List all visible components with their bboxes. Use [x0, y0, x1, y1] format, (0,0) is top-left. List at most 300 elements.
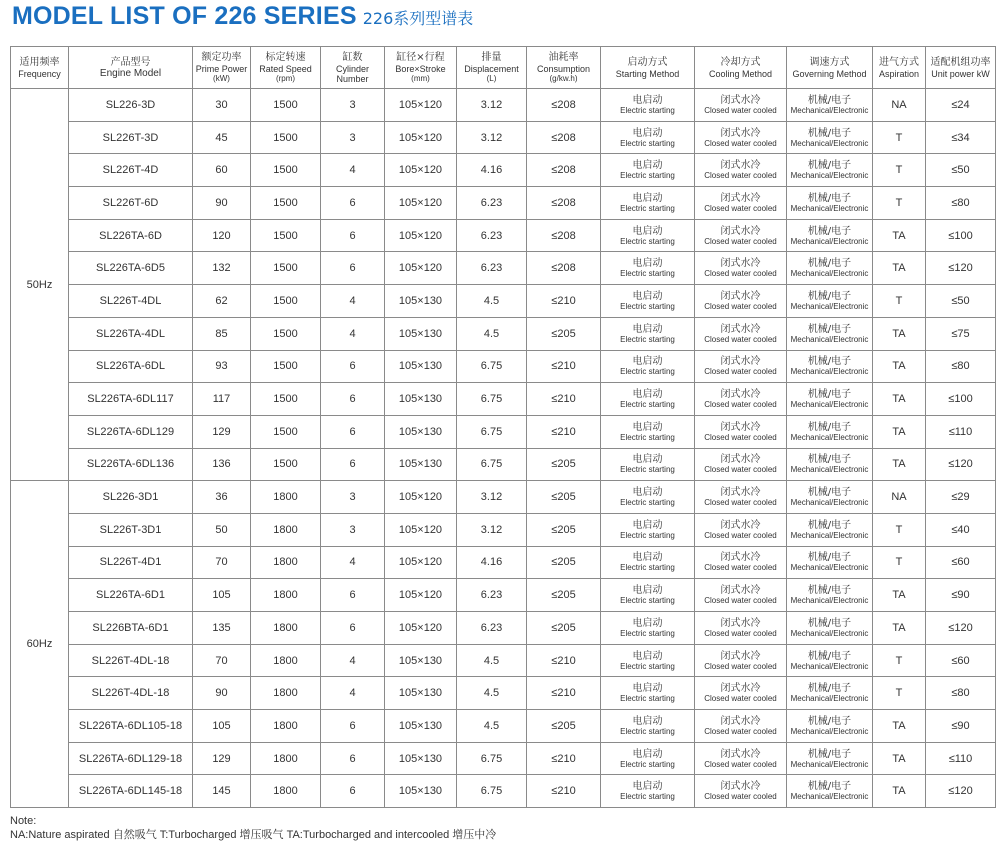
note-na-en: NA:Nature aspirated [10, 829, 110, 841]
model-cell: SL226T-4DL-18 [69, 677, 193, 710]
aspiration-cell: TA [873, 383, 926, 416]
model-cell: SL226TA-4DL [69, 317, 193, 350]
governing-method-en: Mechanical/Electronic [790, 596, 869, 606]
governing-method-cell [787, 350, 873, 383]
governing-method-cell [787, 285, 873, 318]
table-row [11, 644, 996, 677]
speed-cell: 1800 [251, 513, 321, 546]
power-cell: 105 [193, 710, 251, 743]
governing-method-cn: 机械/电子 [807, 192, 852, 204]
cylinders-cell: 6 [321, 252, 385, 285]
governing-method-cn: 机械/电子 [807, 617, 852, 629]
power-cell: 129 [193, 415, 251, 448]
governing-method-en: Mechanical/Electronic [790, 105, 869, 115]
bore-cell: 105×120 [385, 121, 457, 154]
consumption-cell: ≤208 [527, 219, 601, 252]
unit-power-cell: ≤50 [926, 154, 996, 187]
cooling-method-cell [695, 677, 787, 710]
table-row [11, 513, 996, 546]
model-cell: SL226TA-6D1 [69, 579, 193, 612]
table-row [11, 317, 996, 350]
cooling-method-cell [695, 742, 787, 775]
model-cell: SL226-3D1 [69, 481, 193, 514]
starting-method-cn: 电启动 [632, 160, 663, 172]
model-cell: SL226TA-6DL136 [69, 448, 193, 481]
cooling-method-en: Closed water cooled [704, 498, 777, 508]
table-body [11, 89, 996, 808]
cooling-method-cell [695, 154, 787, 187]
cooling-method-en: Closed water cooled [704, 432, 777, 442]
cooling-method-cn: 闭式水冷 [720, 290, 761, 302]
displacement-cell: 4.5 [457, 710, 527, 743]
governing-method-en: Mechanical/Electronic [790, 171, 869, 181]
unit-power-cell: ≤34 [926, 121, 996, 154]
power-cell: 120 [193, 219, 251, 252]
consumption-cell: ≤205 [527, 579, 601, 612]
cylinders-cell: 4 [321, 677, 385, 710]
cooling-method-cn: 闭式水冷 [720, 225, 761, 237]
starting-method-en: Electric starting [620, 138, 675, 148]
cooling-method-en: Closed water cooled [704, 269, 777, 279]
governing-method-en: Mechanical/Electronic [790, 138, 869, 148]
consumption-cell: ≤210 [527, 644, 601, 677]
header-displacement: 排量 Displacement (L) [457, 47, 527, 89]
cooling-method-en: Closed water cooled [704, 726, 777, 736]
speed-cell: 1800 [251, 677, 321, 710]
starting-method-cn: 电启动 [632, 127, 663, 139]
governing-method-en: Mechanical/Electronic [790, 400, 869, 410]
table-row [11, 546, 996, 579]
governing-method-cell [787, 579, 873, 612]
cooling-method-cell [695, 612, 787, 645]
starting-method-en: Electric starting [620, 301, 675, 311]
governing-method-cn: 机械/电子 [807, 160, 852, 172]
starting-method-cn: 电启动 [632, 683, 663, 695]
power-cell: 30 [193, 89, 251, 122]
aspiration-cell: TA [873, 448, 926, 481]
bore-cell: 105×120 [385, 252, 457, 285]
governing-method-cell [787, 383, 873, 416]
bore-cell: 105×130 [385, 644, 457, 677]
unit-power-cell: ≤80 [926, 677, 996, 710]
unit-power-cell: ≤110 [926, 742, 996, 775]
power-cell: 36 [193, 481, 251, 514]
cooling-method-cell [695, 89, 787, 122]
header-frequency: 适用频率 Frequency [11, 47, 69, 89]
aspiration-cell: TA [873, 710, 926, 743]
cooling-method-cn: 闭式水冷 [720, 454, 761, 466]
starting-method-cell [601, 612, 695, 645]
governing-method-en: Mechanical/Electronic [790, 661, 869, 671]
consumption-cell: ≤208 [527, 252, 601, 285]
header-cylinder-number: 缸数 Cylinder Number [321, 47, 385, 89]
governing-method-en: Mechanical/Electronic [790, 498, 869, 508]
frequency-cell: 50Hz [11, 89, 69, 481]
governing-method-cn: 机械/电子 [807, 389, 852, 401]
governing-method-cn: 机械/电子 [807, 127, 852, 139]
governing-method-cell [787, 677, 873, 710]
starting-method-en: Electric starting [620, 596, 675, 606]
governing-method-cell [787, 121, 873, 154]
bore-cell: 105×130 [385, 285, 457, 318]
speed-cell: 1500 [251, 383, 321, 416]
cooling-method-cell [695, 579, 787, 612]
starting-method-cell [601, 252, 695, 285]
governing-method-cell [787, 775, 873, 808]
model-cell: SL226T-3D [69, 121, 193, 154]
displacement-cell: 6.75 [457, 742, 527, 775]
header-unit-power: 适配机组功率 Unit power kW [926, 47, 996, 89]
unit-power-cell: ≤120 [926, 612, 996, 645]
note-label: Note: [10, 815, 37, 827]
displacement-cell: 6.23 [457, 187, 527, 220]
governing-method-cell [787, 710, 873, 743]
page-header [12, 2, 473, 36]
cooling-method-cn: 闭式水冷 [720, 650, 761, 662]
power-cell: 70 [193, 644, 251, 677]
unit-power-cell: ≤110 [926, 415, 996, 448]
starting-method-cell [601, 89, 695, 122]
cooling-method-cn: 闭式水冷 [720, 585, 761, 597]
starting-method-en: Electric starting [620, 792, 675, 802]
unit-power-cell: ≤90 [926, 579, 996, 612]
starting-method-cell [601, 775, 695, 808]
cooling-method-cn: 闭式水冷 [720, 258, 761, 270]
starting-method-cell [601, 481, 695, 514]
cooling-method-cell [695, 775, 787, 808]
governing-method-en: Mechanical/Electronic [790, 367, 869, 377]
power-cell: 145 [193, 775, 251, 808]
cooling-method-cn: 闭式水冷 [720, 781, 761, 793]
governing-method-en: Mechanical/Electronic [790, 334, 869, 344]
bore-cell: 105×120 [385, 187, 457, 220]
aspiration-cell: T [873, 121, 926, 154]
governing-method-cn: 机械/电子 [807, 487, 852, 499]
note-na-cn: 自然吸气 [112, 828, 157, 841]
power-cell: 70 [193, 546, 251, 579]
cooling-method-en: Closed water cooled [704, 138, 777, 148]
speed-cell: 1500 [251, 350, 321, 383]
unit-power-cell: ≤40 [926, 513, 996, 546]
unit-power-cell: ≤90 [926, 710, 996, 743]
cooling-method-cn: 闭式水冷 [720, 192, 761, 204]
aspiration-cell: T [873, 513, 926, 546]
bore-cell: 105×130 [385, 383, 457, 416]
table-header-row [11, 47, 996, 89]
governing-method-en: Mechanical/Electronic [790, 465, 869, 475]
note-legend [10, 828, 496, 842]
speed-cell: 1500 [251, 448, 321, 481]
governing-method-cell [787, 513, 873, 546]
governing-method-cell [787, 219, 873, 252]
starting-method-cell [601, 710, 695, 743]
cooling-method-en: Closed water cooled [704, 367, 777, 377]
page-subtitle: 226系列型谱表 [362, 9, 474, 28]
note-t-cn: 增压吸气 [239, 828, 284, 841]
starting-method-cell [601, 154, 695, 187]
governing-method-cn: 机械/电子 [807, 94, 852, 106]
header-prime-power: 额定功率 Prime Power (kW) [193, 47, 251, 89]
bore-cell: 105×130 [385, 710, 457, 743]
speed-cell: 1500 [251, 219, 321, 252]
bore-cell: 105×120 [385, 481, 457, 514]
cylinders-cell: 3 [321, 121, 385, 154]
starting-method-en: Electric starting [620, 563, 675, 573]
cylinders-cell: 6 [321, 612, 385, 645]
model-list-table [10, 46, 996, 808]
governing-method-cell [787, 317, 873, 350]
cooling-method-cn: 闭式水冷 [720, 356, 761, 368]
governing-method-cn: 机械/电子 [807, 356, 852, 368]
governing-method-cn: 机械/电子 [807, 650, 852, 662]
speed-cell: 1500 [251, 317, 321, 350]
starting-method-en: Electric starting [620, 726, 675, 736]
cooling-method-cell [695, 350, 787, 383]
governing-method-cn: 机械/电子 [807, 258, 852, 270]
speed-cell: 1800 [251, 579, 321, 612]
displacement-cell: 4.5 [457, 677, 527, 710]
starting-method-cn: 电启动 [632, 225, 663, 237]
starting-method-en: Electric starting [620, 236, 675, 246]
starting-method-cn: 电启动 [632, 192, 663, 204]
table-row [11, 775, 996, 808]
consumption-cell: ≤208 [527, 187, 601, 220]
model-cell: SL226TA-6D5 [69, 252, 193, 285]
cooling-method-cell [695, 546, 787, 579]
speed-cell: 1500 [251, 415, 321, 448]
speed-cell: 1800 [251, 775, 321, 808]
consumption-cell: ≤208 [527, 154, 601, 187]
governing-method-en: Mechanical/Electronic [790, 301, 869, 311]
governing-method-en: Mechanical/Electronic [790, 530, 869, 540]
bore-cell: 105×130 [385, 415, 457, 448]
speed-cell: 1800 [251, 742, 321, 775]
starting-method-cell [601, 415, 695, 448]
starting-method-en: Electric starting [620, 334, 675, 344]
model-cell: SL226TA-6DL129 [69, 415, 193, 448]
cylinders-cell: 3 [321, 481, 385, 514]
table-row [11, 383, 996, 416]
consumption-cell: ≤210 [527, 677, 601, 710]
starting-method-cn: 电启动 [632, 650, 663, 662]
cooling-method-cell [695, 383, 787, 416]
power-cell: 105 [193, 579, 251, 612]
starting-method-cn: 电启动 [632, 585, 663, 597]
starting-method-cn: 电启动 [632, 617, 663, 629]
note-ta-en: TA:Turbocharged and intercooled [286, 829, 450, 841]
cylinders-cell: 3 [321, 513, 385, 546]
aspiration-cell: TA [873, 612, 926, 645]
frequency-cell: 60Hz [11, 481, 69, 808]
starting-method-cn: 电启动 [632, 487, 663, 499]
cylinders-cell: 4 [321, 154, 385, 187]
header-bore-stroke: 缸径×行程 Bore×Stroke (mm) [385, 47, 457, 89]
cooling-method-en: Closed water cooled [704, 792, 777, 802]
table-row [11, 285, 996, 318]
displacement-cell: 4.16 [457, 546, 527, 579]
model-cell: SL226T-6D [69, 187, 193, 220]
governing-method-cn: 机械/电子 [807, 715, 852, 727]
starting-method-cn: 电启动 [632, 290, 663, 302]
starting-method-en: Electric starting [620, 400, 675, 410]
bore-cell: 105×120 [385, 546, 457, 579]
starting-method-cn: 电启动 [632, 715, 663, 727]
governing-method-en: Mechanical/Electronic [790, 694, 869, 704]
consumption-cell: ≤210 [527, 350, 601, 383]
governing-method-en: Mechanical/Electronic [790, 269, 869, 279]
cooling-method-cn: 闭式水冷 [720, 519, 761, 531]
displacement-cell: 6.23 [457, 579, 527, 612]
governing-method-en: Mechanical/Electronic [790, 236, 869, 246]
consumption-cell: ≤205 [527, 448, 601, 481]
starting-method-cn: 电启动 [632, 454, 663, 466]
governing-method-cell [787, 89, 873, 122]
consumption-cell: ≤205 [527, 612, 601, 645]
displacement-cell: 6.75 [457, 350, 527, 383]
cooling-method-cell [695, 513, 787, 546]
consumption-cell: ≤210 [527, 383, 601, 416]
governing-method-en: Mechanical/Electronic [790, 792, 869, 802]
model-cell: SL226BTA-6D1 [69, 612, 193, 645]
speed-cell: 1500 [251, 187, 321, 220]
model-cell: SL226TA-6DL [69, 350, 193, 383]
starting-method-en: Electric starting [620, 498, 675, 508]
speed-cell: 1500 [251, 154, 321, 187]
starting-method-cell [601, 677, 695, 710]
governing-method-cn: 机械/电子 [807, 421, 852, 433]
cooling-method-en: Closed water cooled [704, 596, 777, 606]
cooling-method-en: Closed water cooled [704, 563, 777, 573]
cylinders-cell: 6 [321, 219, 385, 252]
cooling-method-cn: 闭式水冷 [720, 421, 761, 433]
governing-method-en: Mechanical/Electronic [790, 628, 869, 638]
cooling-method-cell [695, 644, 787, 677]
power-cell: 62 [193, 285, 251, 318]
aspiration-cell: TA [873, 219, 926, 252]
bore-cell: 105×130 [385, 448, 457, 481]
table-row [11, 742, 996, 775]
consumption-cell: ≤210 [527, 285, 601, 318]
governing-method-cell [787, 154, 873, 187]
bore-cell: 105×130 [385, 350, 457, 383]
cooling-method-en: Closed water cooled [704, 661, 777, 671]
governing-method-cell [787, 481, 873, 514]
displacement-cell: 6.23 [457, 612, 527, 645]
cooling-method-en: Closed water cooled [704, 400, 777, 410]
consumption-cell: ≤205 [527, 546, 601, 579]
displacement-cell: 6.75 [457, 448, 527, 481]
table-row [11, 677, 996, 710]
governing-method-en: Mechanical/Electronic [790, 759, 869, 769]
cooling-method-en: Closed water cooled [704, 203, 777, 213]
governing-method-cell [787, 252, 873, 285]
starting-method-cn: 电启动 [632, 519, 663, 531]
cooling-method-cell [695, 481, 787, 514]
consumption-cell: ≤208 [527, 89, 601, 122]
power-cell: 90 [193, 677, 251, 710]
unit-power-cell: ≤120 [926, 448, 996, 481]
starting-method-cell [601, 513, 695, 546]
consumption-cell: ≤210 [527, 742, 601, 775]
unit-power-cell: ≤50 [926, 285, 996, 318]
starting-method-cell [601, 546, 695, 579]
displacement-cell: 3.12 [457, 121, 527, 154]
governing-method-cn: 机械/电子 [807, 748, 852, 760]
starting-method-cn: 电启动 [632, 421, 663, 433]
cooling-method-cn: 闭式水冷 [720, 127, 761, 139]
aspiration-cell: T [873, 187, 926, 220]
starting-method-cell [601, 579, 695, 612]
aspiration-cell: TA [873, 317, 926, 350]
cooling-method-cn: 闭式水冷 [720, 323, 761, 335]
starting-method-cell [601, 350, 695, 383]
starting-method-cell [601, 742, 695, 775]
governing-method-en: Mechanical/Electronic [790, 203, 869, 213]
cylinders-cell: 6 [321, 187, 385, 220]
consumption-cell: ≤208 [527, 121, 601, 154]
governing-method-cn: 机械/电子 [807, 683, 852, 695]
unit-power-cell: ≤100 [926, 219, 996, 252]
bore-cell: 105×130 [385, 317, 457, 350]
speed-cell: 1500 [251, 121, 321, 154]
speed-cell: 1500 [251, 252, 321, 285]
header-rated-speed: 标定转速 Rated Speed (rpm) [251, 47, 321, 89]
aspiration-cell: TA [873, 415, 926, 448]
unit-power-cell: ≤60 [926, 644, 996, 677]
model-cell: SL226T-4D [69, 154, 193, 187]
bore-cell: 105×120 [385, 154, 457, 187]
consumption-cell: ≤210 [527, 775, 601, 808]
governing-method-en: Mechanical/Electronic [790, 563, 869, 573]
cooling-method-en: Closed water cooled [704, 530, 777, 540]
speed-cell: 1800 [251, 546, 321, 579]
bore-cell: 105×130 [385, 775, 457, 808]
displacement-cell: 4.5 [457, 285, 527, 318]
table-row [11, 219, 996, 252]
footnote [10, 814, 496, 842]
cooling-method-en: Closed water cooled [704, 105, 777, 115]
governing-method-en: Mechanical/Electronic [790, 432, 869, 442]
cooling-method-cell [695, 317, 787, 350]
unit-power-cell: ≤120 [926, 775, 996, 808]
bore-cell: 105×130 [385, 677, 457, 710]
cylinders-cell: 6 [321, 775, 385, 808]
governing-method-cn: 机械/电子 [807, 585, 852, 597]
displacement-cell: 6.75 [457, 415, 527, 448]
starting-method-cell [601, 285, 695, 318]
model-cell: SL226TA-6DL117 [69, 383, 193, 416]
cooling-method-cell [695, 710, 787, 743]
header-engine-model: 产品型号 Engine Model [69, 47, 193, 89]
aspiration-cell: T [873, 644, 926, 677]
consumption-cell: ≤210 [527, 415, 601, 448]
cooling-method-cn: 闭式水冷 [720, 715, 761, 727]
cooling-method-cell [695, 219, 787, 252]
table-row [11, 252, 996, 285]
starting-method-cell [601, 187, 695, 220]
aspiration-cell: T [873, 154, 926, 187]
power-cell: 132 [193, 252, 251, 285]
cylinders-cell: 6 [321, 742, 385, 775]
aspiration-cell: NA [873, 89, 926, 122]
model-cell: SL226-3D [69, 89, 193, 122]
starting-method-cell [601, 644, 695, 677]
note-ta-cn: 增压中冷 [452, 828, 497, 841]
power-cell: 85 [193, 317, 251, 350]
starting-method-en: Electric starting [620, 432, 675, 442]
table-row [11, 579, 996, 612]
speed-cell: 1800 [251, 481, 321, 514]
